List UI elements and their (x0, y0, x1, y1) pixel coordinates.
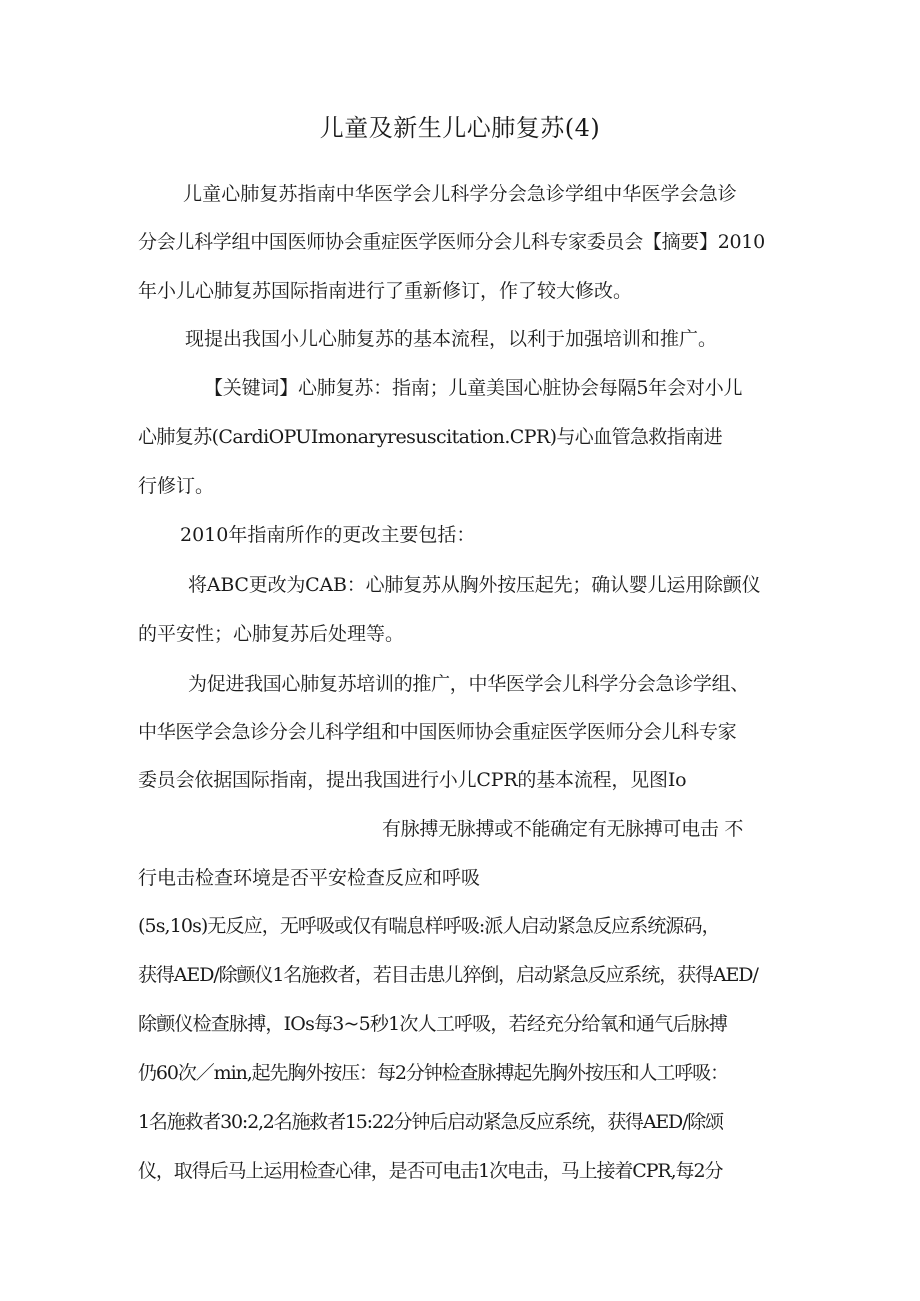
paragraph-line: 现提出我国小儿心肺复苏的基本流程，以利于加强培训和推广。 (185, 328, 718, 350)
document-title: 儿童及新生儿心肺复苏(4) (319, 114, 601, 142)
paragraph-line: (5s,10s)无反应，无呼吸或仅有喘息样呼吸:派人启动紧急反应系统源码， (138, 915, 720, 937)
paragraph-line: 的平安性；心肺复苏后处理等。 (138, 623, 405, 645)
paragraph-line: 心肺复苏(CardiOPUImonaryresuscitation.CPR)与心血管急救指南进 (138, 426, 722, 448)
paragraph-line: 行电击检查环境是否平安检查反应和呼吸 (138, 867, 481, 889)
paragraph-line: 行修订。 (138, 475, 215, 497)
paragraph-line: 将ABC更改为CAB：心肺复苏从胸外按压起先；确认婴儿运用除颤仪 (188, 574, 761, 596)
paragraph-line: 有脉搏无脉搏或不能确定有无脉搏可电击 不 (382, 818, 744, 840)
paragraph-line: 除颤仪检查脉搏，IOs每3~5秒1次人工呼吸，若经充分给氧和通气后脉搏 (138, 1013, 728, 1035)
paragraph-line: 委员会依据国际指南，提出我国进行小儿CPR的基本流程，见图Io (138, 769, 687, 791)
paragraph-line: 年小儿心肺复苏国际指南进行了重新修订，作了较大修改。 (138, 280, 633, 302)
paragraph-line: 为促进我国心肺复苏培训的推广，中华医学会儿科学分会急诊学组、 (188, 673, 750, 695)
paragraph-line: 儿童心肺复苏指南中华医学会儿科学分会急诊学组中华医学会急诊 (183, 183, 737, 205)
paragraph-line: 获得AED/除颤仪1名施救者，若目击患儿猝倒，启动紧急反应系统，获得AED/ (138, 964, 758, 986)
paragraph-line: 2010年指南所作的更改主要包括： (180, 524, 476, 546)
paragraph-line: 仪，取得后马上运用检查心律，是否可电击1次电击，马上接着CPR,每2分 (138, 1160, 723, 1182)
paragraph-line: 中华医学会急诊分会儿科学组和中国医师协会重症医学医师分会儿科专家 (138, 721, 737, 743)
paragraph-line: 分会儿科学组中国医师协会重症医学医师分会儿科专家委员会【摘要】2010 (138, 231, 765, 253)
paragraph-line: 仍60次／min,起先胸外按压：每2分钟检查脉搏起先胸外按压和人工呼吸： (138, 1062, 729, 1084)
paragraph-line: 【关键词】心肺复苏：指南；儿童美国心脏协会每隔5年会对小儿 (204, 377, 743, 399)
paragraph-line: 1名施救者30:2,2名施救者15:22分钟后启动紧急反应系统，获得AED/除颂 (138, 1111, 723, 1133)
